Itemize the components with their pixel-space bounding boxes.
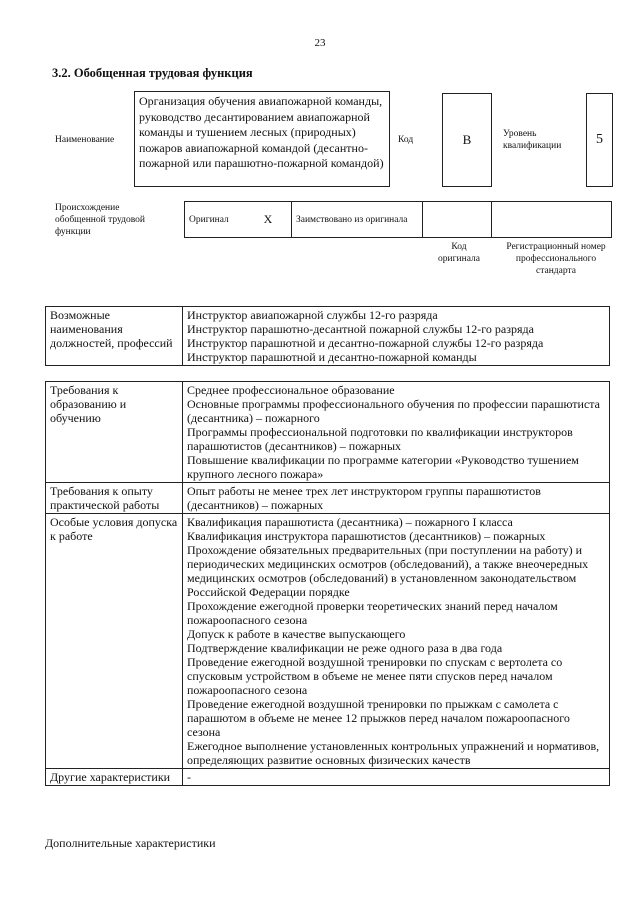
other-label: Другие характеристики bbox=[46, 769, 183, 786]
position-item: Инструктор парашютной и десантно-пожарной службы 12-го разряда bbox=[187, 336, 544, 350]
name-label: Наименование bbox=[55, 135, 115, 145]
table-row bbox=[46, 769, 610, 786]
level-label: Уровень квалификации bbox=[503, 129, 562, 151]
reg-number-label: Регистрационный номер профессионального стандарта bbox=[506, 242, 606, 276]
code-label: Код bbox=[398, 135, 414, 145]
table-row bbox=[46, 382, 610, 483]
list-item: Проведение ежегодной воздушной тренировки по спускам с вертолета со спусковым устройством в объеме не менее пяти спусков перед началом пожароопасного сезона bbox=[187, 655, 563, 697]
list-item: - bbox=[187, 770, 191, 784]
experience-label: Требования к опыту практической работы bbox=[46, 483, 183, 514]
requirements-table bbox=[45, 381, 610, 786]
section-title: 3.2. Обобщенная трудовая функция bbox=[52, 66, 253, 80]
other-list bbox=[183, 769, 610, 786]
list-item: Ежегодное выполнение установленных контрольных упражнений и нормативов, определяющих развитие основных физических качеств bbox=[187, 739, 600, 767]
list-item: Допуск к работе в качестве выпускающего bbox=[187, 627, 406, 641]
list-item: Квалификация парашютиста (десантника) – пожарного I класса bbox=[187, 515, 513, 529]
list-item: Основные программы профессионального обучения по профессии парашютиста (десантника) – пожарного bbox=[187, 397, 601, 425]
table-row bbox=[46, 514, 610, 769]
table-row bbox=[46, 483, 610, 514]
list-item: Прохождение ежегодной проверки теоретических знаний перед началом пожароопасного сезона bbox=[187, 599, 558, 627]
education-label: Требования к образованию и обучению bbox=[46, 382, 183, 483]
list-item: Проведение ежегодной воздушной тренировки по прыжкам с самолета с парашютом в объеме не менее 12 прыжков перед началом пожароопасного сезона bbox=[187, 697, 570, 739]
list-item: Повышение квалификации по программе категории «Руководство тушением крупного лесного пожара» bbox=[187, 453, 579, 481]
original-code-label: Код оригинала bbox=[438, 242, 480, 264]
list-item: Опыт работы не менее трех лет инструктором группы парашютистов (десантников) – пожарных bbox=[187, 484, 541, 512]
footer-heading: Дополнительные характеристики bbox=[45, 836, 216, 850]
origin-table bbox=[184, 201, 612, 238]
list-item: Подтверждение квалификации не реже одного раза в два года bbox=[187, 641, 503, 655]
positions-list bbox=[183, 307, 610, 366]
level-value: 5 bbox=[596, 132, 603, 147]
name-value-box: Организация обучения авиапожарной команды, руководство десантированием авиапожарной команды и тушением лесных (природных) пожаров авиапожарной командой (десантно-пожарной или парашютно-пожарной командой) bbox=[134, 91, 390, 187]
list-item: Программы профессиональной подготовки по квалификации инструкторов парашютистов (десантников) – пожарных bbox=[187, 425, 573, 453]
positions-label: Возможные наименования должностей, профессий bbox=[46, 307, 183, 366]
list-item: Квалификация инструктора парашютистов (десантников) – пожарных bbox=[187, 529, 546, 543]
list-item: Среднее профессиональное образование bbox=[187, 383, 395, 397]
code-value-box bbox=[442, 93, 492, 187]
code-value: В bbox=[462, 132, 472, 147]
page-number: 23 bbox=[314, 37, 326, 49]
admission-label: Особые условия допуска к работе bbox=[46, 514, 183, 769]
education-list bbox=[183, 382, 610, 483]
borrowed-label: Заимствовано из оригинала bbox=[292, 202, 423, 238]
original-label: Оригинал bbox=[185, 202, 246, 238]
original-code-cell bbox=[423, 202, 492, 238]
level-value-box bbox=[586, 93, 613, 187]
position-item: Инструктор парашютно-десантной пожарной службы 12-го разряда bbox=[187, 322, 534, 336]
positions-table bbox=[45, 306, 610, 366]
list-item: Прохождение обязательных предварительных (при поступлении на работу) и периодических медицинских осмотров (обследований), а также внеочередных медицинских осмотров (обследований) в установленном законодательством Российской Федерации порядке bbox=[187, 543, 589, 599]
origin-label: Происхождение обобщенной трудовой функции bbox=[55, 203, 145, 237]
position-item: Инструктор парашютной и десантно-пожарной команды bbox=[187, 350, 477, 364]
original-mark: X bbox=[245, 202, 292, 238]
admission-list bbox=[183, 514, 610, 769]
position-item: Инструктор авиапожарной службы 12-го разряда bbox=[187, 308, 438, 322]
experience-list bbox=[183, 483, 610, 514]
reg-number-cell bbox=[492, 202, 612, 238]
